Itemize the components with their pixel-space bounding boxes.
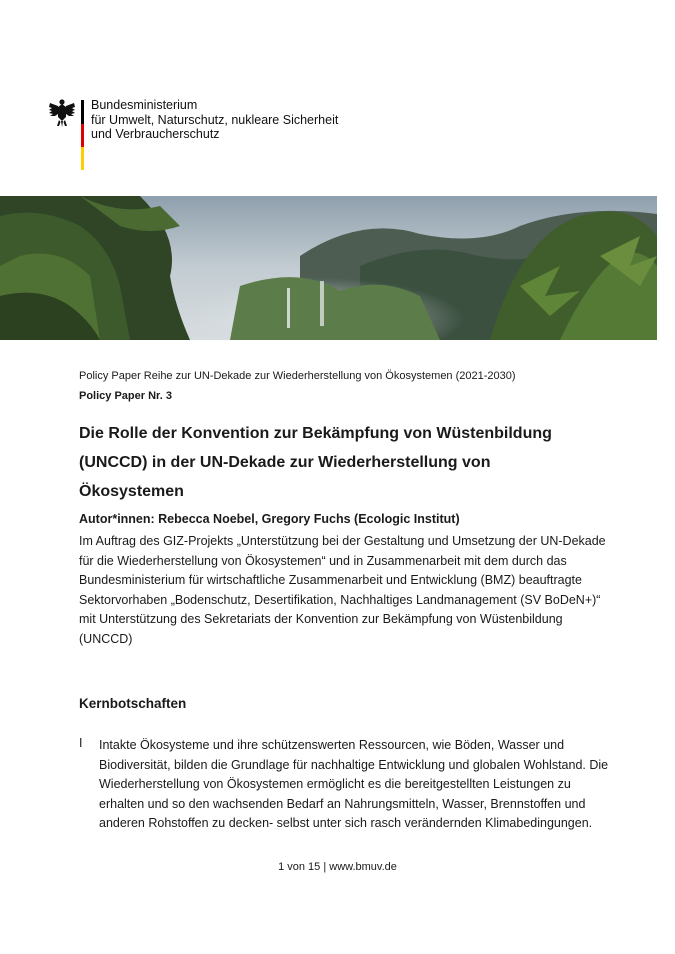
ministry-name-line: und Verbraucherschutz bbox=[91, 127, 220, 141]
policy-paper-number: Policy Paper Nr. 3 bbox=[79, 390, 172, 402]
page-title bbox=[79, 419, 619, 506]
ministry-logo bbox=[48, 98, 348, 174]
ministry-name-line: Bundesministerium bbox=[91, 98, 198, 112]
series-line: Policy Paper Reihe zur UN-Dekade zur Wiederherstellung von Ökosystemen (2021-2030) bbox=[79, 370, 516, 382]
bullet-marker: I bbox=[79, 736, 83, 750]
authors: Autor*innen: Rebecca Noebel, Gregory Fuchs (Ecologic Institut) bbox=[79, 512, 460, 526]
page-footer: 1 von 15 | www.bmuv.de bbox=[278, 861, 397, 873]
ministry-name bbox=[91, 98, 338, 142]
title-line: Ökosystemen bbox=[79, 483, 184, 500]
section-heading: Kernbotschaften bbox=[79, 696, 187, 711]
commission-paragraph: Im Auftrag des GIZ-Projekts „Unterstützung bei der Gestaltung und Umsetzung der UN-Dekade für die Wiederherstellung von Ökosystemen“ und in Zusammenarbeit mit dem durch das Bundesministerium für wirtschaftliche Zusammenarbeit und Entwicklung (BMZ) beauftragte Sektorvorhaben „Bodenschutz, Desertifikation, Nachhaltiges Landmanagement (SV BoDeN+)“ mit Unterstützung des Sekretariats der Konvention zur Bekämpfung von Wüstenbildung (UNCCD) bbox=[79, 534, 606, 646]
federal-eagle-icon bbox=[48, 98, 76, 128]
german-flag-bar bbox=[81, 100, 84, 170]
title-line: Die Rolle der Konvention zur Bekämpfung von Wüstenbildung bbox=[79, 425, 552, 442]
title-line: (UNCCD) in der UN-Dekade zur Wiederherstellung von bbox=[79, 454, 491, 471]
rainforest-landscape-photo bbox=[0, 196, 657, 340]
series-info bbox=[79, 369, 639, 403]
ministry-name-line: für Umwelt, Naturschutz, nukleare Sicherheit bbox=[91, 112, 339, 127]
key-message-item: Intakte Ökosysteme und ihre schützenswerten Ressourcen, wie Böden, Wasser und Biodiversität, bilden die Grundlage für nachhaltige Entwicklung und globalen Wohlstand. Die Wiederherstellung von Ökosystemen ermöglicht es die bereitgestellten Leistungen zu erhalten und so den wachsenden Bedarf an Nahrungsmitteln, Wasser, Brennstoffen und anderen Rohstoffen zu decken- selbst unter sich rasch verändernden Klimabedingungen. bbox=[99, 738, 609, 831]
